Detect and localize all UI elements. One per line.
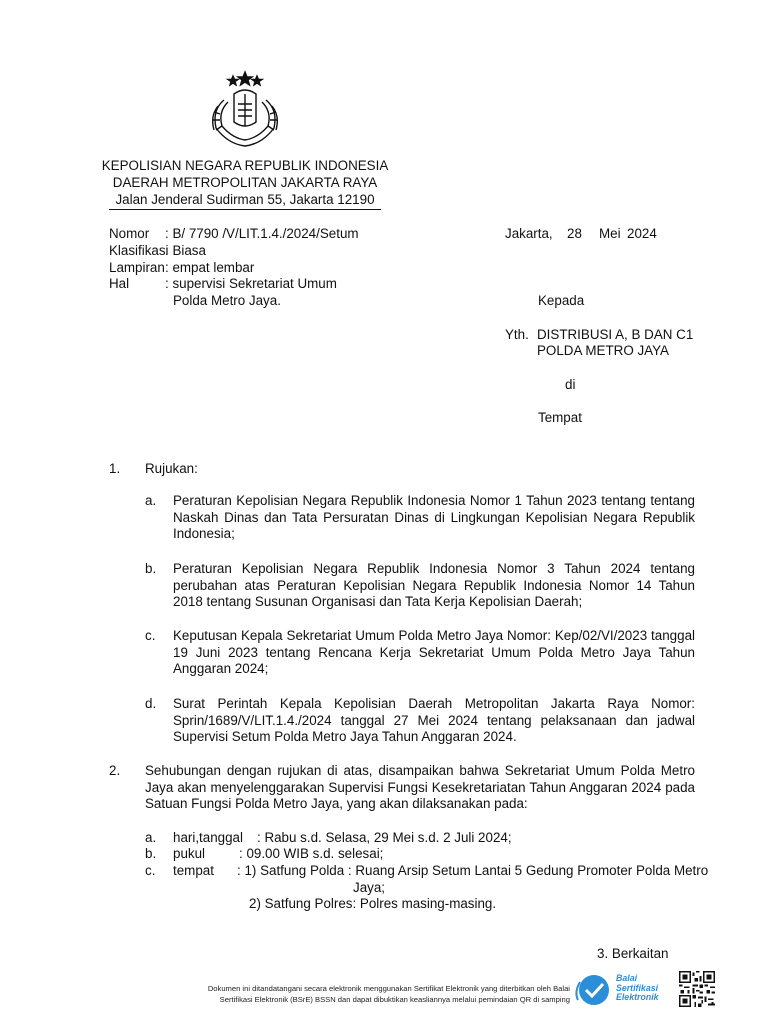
org-address: Jalan Jenderal Sudirman 55, Jakarta 12190 xyxy=(115,192,375,207)
bsre-line1: Balai xyxy=(616,973,638,983)
schedule-b-value: : 09.00 WIB s.d. selesai; xyxy=(239,846,384,861)
date-month: Mei xyxy=(599,226,621,241)
lampiran-value: : empat lembar xyxy=(165,260,255,275)
schedule-a-label: hari,tanggal xyxy=(173,830,243,845)
paragraph-1-number: 1. xyxy=(109,461,121,476)
recipient-yth: Yth. xyxy=(505,327,529,342)
paragraph-2-text: Sehubungan dengan rujukan di atas, disampaikan bahwa Sekretariat Umum Polda Metro Jaya akan menyelenggarakan Supervisi Fungsi Kesekretariatan Tahun Anggaran 2024 pada Satuan Fungsi Polda Metro Jaya, yang akan dilaksanakan pada: xyxy=(145,763,695,811)
ref-a-letter: a. xyxy=(145,493,157,508)
recipient-line1: DISTRIBUSI A, B DAN C1 xyxy=(537,327,694,342)
lampiran-label: Lampiran xyxy=(109,260,165,275)
qr-code[interactable] xyxy=(679,971,715,1007)
next-page-continuation: 3. Berkaitan xyxy=(597,946,669,961)
nomor-value: : B/ 7790 /V/LIT.1.4./2024/Setum xyxy=(165,226,359,241)
ref-c-text: Keputusan Kepala Sekretariat Umum Polda Metro Jaya Nomor: Kep/02/VI/2023 tanggal 19 Juni 2023 tentang Rencana Kerja Sekretariat Umum Polda Metro Jaya Tahun Anggaran 2024; xyxy=(173,628,695,676)
schedule-b-label: pukul xyxy=(173,846,206,861)
org-name-line2: DAERAH METROPOLITAN JAKARTA RAYA xyxy=(112,175,378,190)
paragraph-1-title: Rujukan: xyxy=(145,461,198,476)
ref-b-letter: b. xyxy=(145,561,157,576)
schedule-c-value2: 2) Satfung Polres: Polres masing-masing. xyxy=(249,896,497,911)
schedule-a-letter: a. xyxy=(145,830,157,845)
police-emblem-logo xyxy=(204,70,286,148)
recipient-tempat: Tempat xyxy=(538,410,582,425)
org-name-line1: KEPOLISIAN NEGARA REPUBLIK INDONESIA xyxy=(101,158,389,173)
footer-line1: Dokumen ini ditandatangani secara elektronik menggunakan Sertifikat Elektronik yang diterbitkan oleh Balai xyxy=(207,984,570,993)
recipient-line2: POLDA METRO JAYA xyxy=(537,343,669,358)
hal-value-line1: : supervisi Sekretariat Umum xyxy=(165,276,337,291)
schedule-c-value1b: Jaya; xyxy=(353,880,386,895)
ref-c-letter: c. xyxy=(145,628,156,643)
schedule-c-value1: : 1) Satfung Polda : Ruang Arsip Setum Lantai 5 Gedung Promoter Polda Metro xyxy=(237,863,709,878)
recipient-di: di xyxy=(565,377,576,392)
schedule-c-label: tempat xyxy=(173,863,214,878)
header-underline xyxy=(109,209,381,210)
date-day: 28 xyxy=(567,226,582,241)
schedule-b-letter: b. xyxy=(145,846,157,861)
bsre-label xyxy=(616,974,659,1003)
nomor-label: Nomor xyxy=(109,226,150,241)
klasifikasi-label: Klasifikasi xyxy=(109,243,169,258)
footer-line2: Sertifikasi Elektronik (BSrE) BSSN dan dapat dibuktikan keasliannya melalui pemindaian QR di samping xyxy=(219,995,570,1004)
schedule-a-value: : Rabu s.d. Selasa, 29 Mei s.d. 2 Juli 2024; xyxy=(257,830,512,845)
ref-d-letter: d. xyxy=(145,696,157,711)
ref-d-text: Surat Perintah Kepala Kepolisian Daerah Metropolitan Jakarta Raya Nomor: Sprin/1689/V/LIT.1.4./2024 tanggal 27 Mei 2024 tentang pelaksanaan dan jadwal Supervisi Setum Polda Metro Jaya Tahun Anggaran 2024. xyxy=(173,696,695,744)
recipient-kepada: Kepada xyxy=(538,293,585,308)
hal-label: Hal xyxy=(109,276,130,291)
bsre-logo xyxy=(572,972,612,1008)
ref-b-text: Peraturan Kepolisian Negara Republik Indonesia Nomor 3 Tahun 2024 tentang perubahan atas Peraturan Kepolisian Negara Republik Indonesia Nomor 14 Tahun 2018 tentang Susunan Organisasi dan Tata Kerja Kepolisian Daerah; xyxy=(173,561,695,609)
klasifikasi-value: : Biasa xyxy=(165,243,206,258)
schedule-c-letter: c. xyxy=(145,863,156,878)
paragraph-2-number: 2. xyxy=(109,763,121,778)
date-year: 2024 xyxy=(627,226,657,241)
date-city: Jakarta, xyxy=(505,226,553,241)
hal-value-line2: Polda Metro Jaya. xyxy=(173,293,281,308)
bsre-line2: Sertifikasi xyxy=(616,982,659,993)
ref-a-text: Peraturan Kepolisian Negara Republik Indonesia Nomor 1 Tahun 2023 tentang tentang Naskah Dinas dan Tata Persuratan Dinas di Lingkungan Kepolisian Negara Republik Indonesia; xyxy=(173,493,695,541)
bsre-line3: Elektronik xyxy=(616,992,659,1002)
